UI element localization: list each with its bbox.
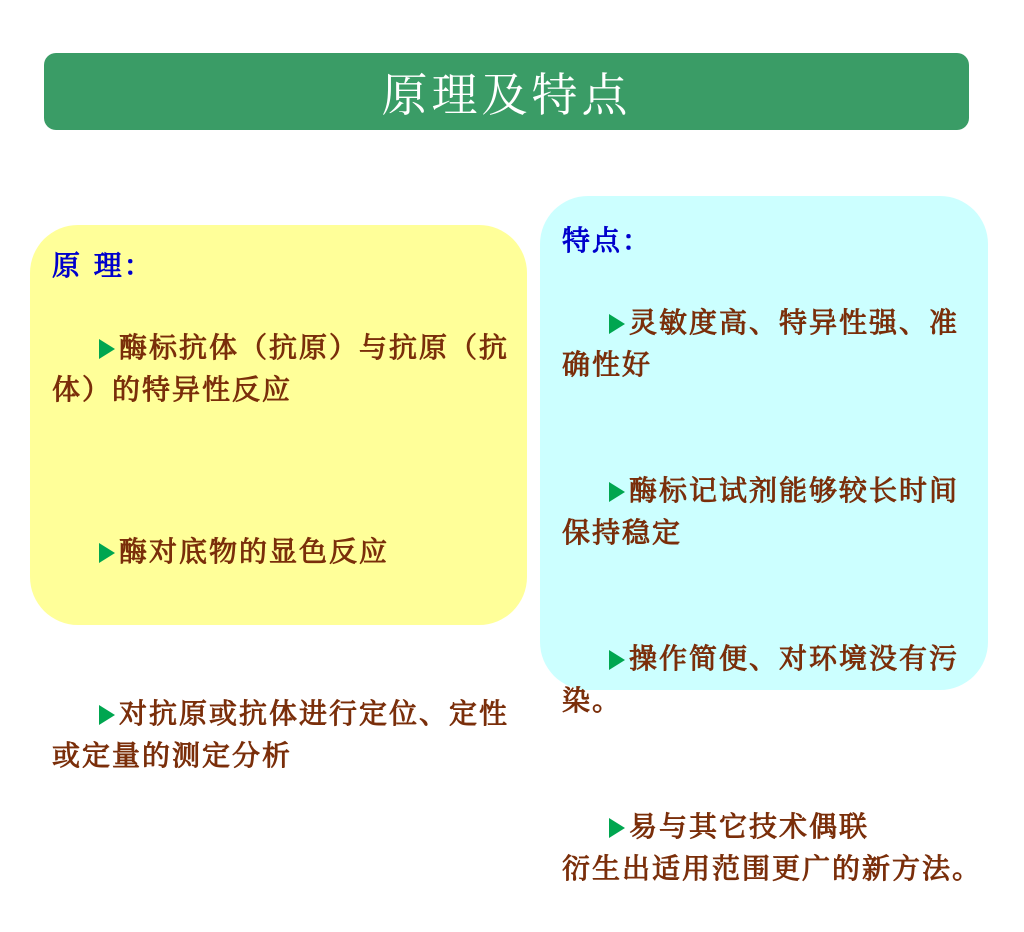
arrow-bullet-icon	[99, 339, 115, 359]
arrow-bullet-icon	[609, 650, 625, 670]
principle-item-text: 酶对底物的显色反应	[119, 535, 390, 568]
principle-item-text: 酶标抗体（抗原）与抗原（抗体）的特异性反应	[52, 331, 510, 406]
principle-heading: 原 理：	[52, 249, 154, 282]
arrow-bullet-icon	[609, 818, 625, 838]
arrow-bullet-icon	[99, 705, 115, 725]
principle-item	[52, 285, 522, 453]
feature-item-text: 酶标记试剂能够较长时间保持稳定	[562, 474, 960, 549]
feature-item	[562, 764, 982, 932]
principle-item	[52, 651, 522, 819]
feature-item-text: 易与其它技术偶联 衍生出适用范围更广的新方法。	[562, 810, 983, 885]
feature-item-text: 操作简便、对环境没有污染。	[562, 642, 960, 717]
feature-item	[562, 260, 982, 428]
features-panel	[540, 196, 988, 885]
arrow-bullet-icon	[99, 543, 115, 563]
title-bar	[44, 53, 969, 130]
principle-panel	[30, 225, 527, 772]
principle-item-text: 对抗原或抗体进行定位、定性或定量的测定分析	[52, 697, 510, 772]
arrow-bullet-icon	[609, 314, 625, 334]
features-heading: 特点：	[562, 224, 653, 257]
arrow-bullet-icon	[609, 482, 625, 502]
feature-item-text: 灵敏度高、特异性强、准确性好	[562, 306, 960, 381]
page-title: 原理及特点	[381, 67, 632, 122]
principle-item	[52, 489, 522, 615]
feature-item	[562, 428, 982, 596]
feature-item	[562, 596, 982, 764]
